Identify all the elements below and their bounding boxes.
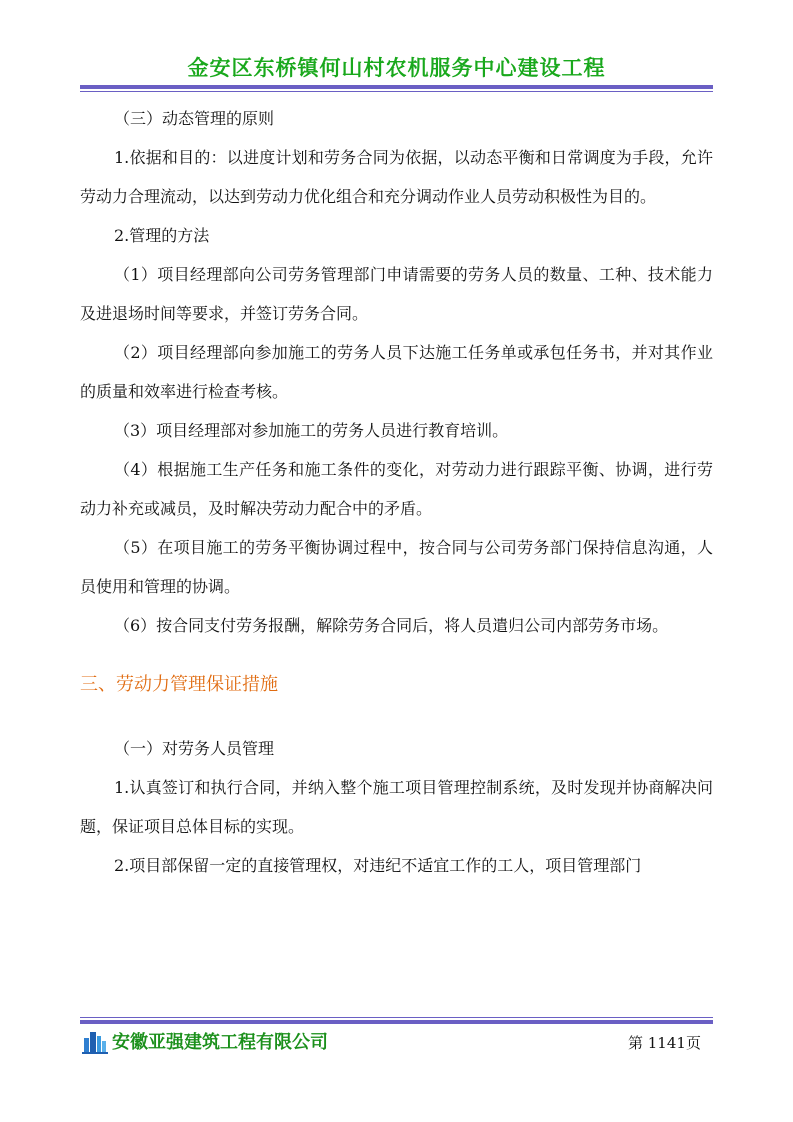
paragraph: （3）项目经理部对参加施工的劳务人员进行教育培训。 [114, 421, 509, 440]
paragraph: 2.项目部保留一定的直接管理权，对违纪不适宜工作的工人，项目管理部门 [114, 856, 642, 875]
building-logo-icon [82, 1028, 108, 1054]
paragraph: 1.依据和目的：以进度计划和劳务合同为依据，以动态平衡和日常调度为手段，允许劳动力合理流动，以达到劳动力优化组合和充分调动作业人员劳动积极性为目的。 [80, 148, 713, 206]
section-heading: 三、劳动力管理保证措施 [80, 674, 278, 695]
header-rule-thick [80, 85, 713, 89]
footer-page-number: 第 1141页 [628, 1034, 701, 1052]
paragraph: （1）项目经理部向公司劳务管理部门申请需要的劳务人员的数量、工种、技术能力及进退场时间等要求，并签订劳务合同。 [80, 265, 713, 323]
paragraph: （5）在项目施工的劳务平衡协调过程中，按合同与公司劳务部门保持信息沟通，人员使用和管理的协调。 [80, 538, 713, 596]
footer-company-name: 安徽亚强建筑工程有限公司 [112, 1032, 328, 1053]
paragraph: 1.认真签订和执行合同，并纳入整个施工项目管理控制系统，及时发现并协商解决问题，保证项目总体目标的实现。 [80, 778, 713, 836]
document-body [80, 99, 713, 885]
paragraph: （2）项目经理部向参加施工的劳务人员下达施工任务单或承包任务书，并对其作业的质量和效率进行检查考核。 [80, 343, 713, 401]
subheading-labor-management: （一）对劳务人员管理 [114, 739, 275, 758]
subheading-dynamic-principles: （三）动态管理的原则 [114, 109, 275, 128]
paragraph: （4）根据施工生产任务和施工条件的变化，对劳动力进行跟踪平衡、协调，进行劳动力补充或减员，及时解决劳动力配合中的矛盾。 [80, 460, 713, 518]
paragraph: 2.管理的方法 [114, 226, 210, 245]
footer-rule-thin [80, 1017, 713, 1018]
page-header-title: 金安区东桥镇何山村农机服务中心建设工程 [187, 56, 606, 80]
header-rule-thin [80, 91, 713, 92]
footer-company [82, 1028, 328, 1054]
footer-rule-thick [80, 1020, 713, 1024]
paragraph: （6）按合同支付劳务报酬，解除劳务合同后，将人员遣归公司内部劳务市场。 [114, 616, 669, 635]
